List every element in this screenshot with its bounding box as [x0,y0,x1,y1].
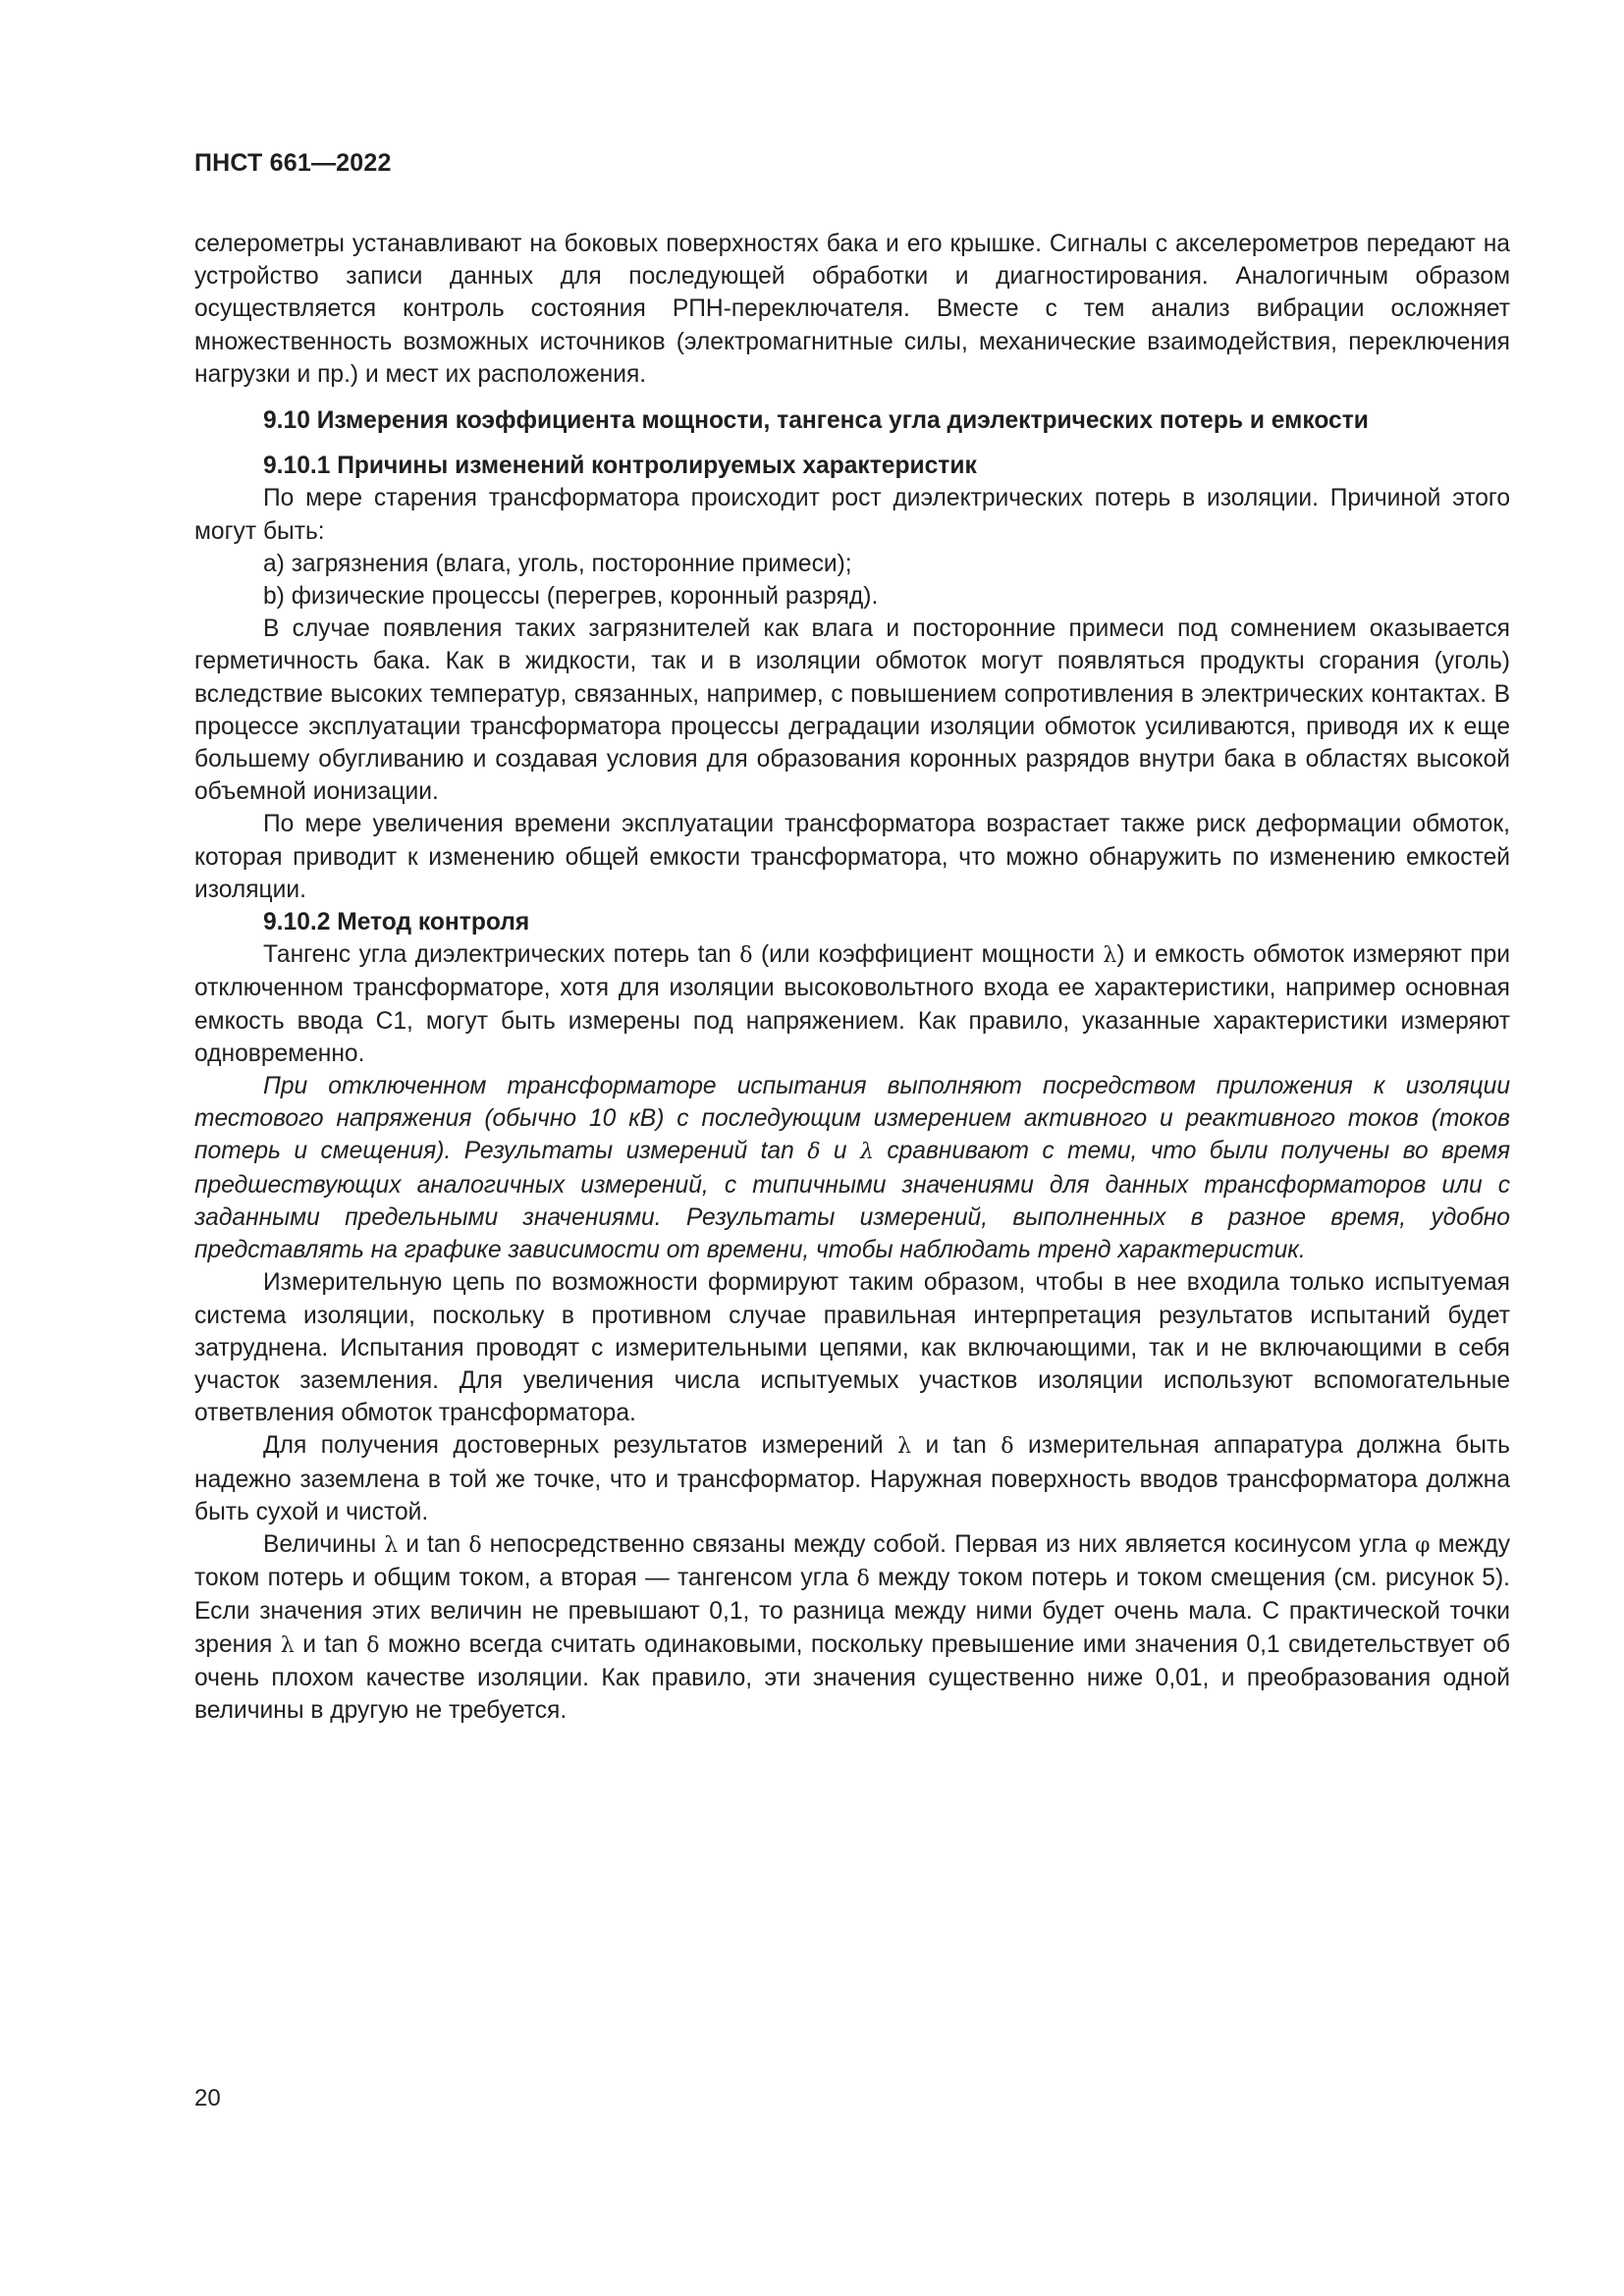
lambda-symbol: λ [280,1632,295,1658]
paragraph [194,938,1510,1070]
paragraph-continuation: селерометры устанавливают на боковых поверхностях бака и его крышке. Сигналы с акселерометров передают на устройство записи данных для последующей обработки и диагностирования. Аналогичным образом осуществляется контроль состояния РПН-переключателя. Вместе с тем анализ вибрации осложняет множественность возможных источников (электромагнитные силы, механические взаимодействия, переключения нагрузки и пр.) и мест их расположения. [194,231,1510,388]
list-item-a: a) загрязнения (влага, уголь, посторонние примеси); [263,550,852,577]
text-run: и tan [294,1630,367,1658]
section-heading-9-10: 9.10 Измерения коэффициента мощности, тангенса угла диэлектрических потерь и емкости [263,407,1369,435]
text-run: непосредственно связаны между собой. Первая из них является косинусом угла [481,1530,1416,1558]
lambda-symbol: λ [897,1434,912,1460]
delta-symbol: δ [739,943,753,969]
text-run: Величины [263,1530,385,1558]
paragraph: По мере старения трансформатора происходит рост диэлектрических потерь в изоляции. Причиной этого могут быть: [194,485,1510,545]
text-run: Тангенс угла диэлектрических потерь tan [263,941,740,969]
list-item-b: b) физические процессы (перегрев, коронный разряд). [263,583,879,611]
lambda-symbol: λ [859,1140,874,1165]
text-run: При отключенном трансформаторе испытания выполняют посредством приложения к изоляции тестового напряжения (обычно 10 кВ) с последующим измерением активного и реактивного токов (токов потерь и смещения). Результаты измерений tan [194,1073,1510,1165]
subsection-heading-9-10-2: 9.10.2 Метод контроля [263,909,530,936]
text-run: ) и емкость обмоток измеряют при отключенном трансформаторе, хотя для изоляции высоковольтного входа ее характеристики, например основная емкость ввода С1, могут быть измерены под напряжением. Как правило, указанные характеристики измеряют одновременно. [194,941,1511,1067]
text-run: и tan [398,1530,469,1558]
page-number: 20 [194,2085,221,2111]
paragraph [194,1429,1510,1528]
text-run: и tan [911,1432,1001,1460]
text-run: измерительная аппаратура должна быть надежно заземлена в той же точке, что и трансформатор. Наружная поверхность вводов трансформатора должна быть сухой и чистой. [194,1432,1510,1525]
text-run: Для получения достоверных результатов измерений [263,1432,898,1460]
delta-symbol: δ [1001,1434,1014,1460]
text-run: между током потерь и общим током, а вторая — тангенсом угла [194,1530,1511,1592]
paragraph: В случае появления таких загрязнителей как влага и посторонние примеси под сомнением оказывается герметичность бака. Как в жидкости, так и в изоляции обмоток могут появляться продукты сгорания (уголь) вследствие высоких температур, связанных, например, с повышением сопротивления в электрических контактах. В процессе эксплуатации трансформатора процессы деградации изоляции обмоток усиливаются, приводя их к еще большему обугливанию и создавая условия для образования коронных разрядов внутри бака в областях высокой объемной ионизации. [194,615,1510,806]
document-body [194,228,1510,1727]
subsection-heading-9-10-1: 9.10.1 Причины изменений контролируемых характеристик [263,453,977,480]
paragraph: Измерительную цепь по возможности формируют таким образом, чтобы в нее входила только испытуемая система изоляции, поскольку в противном случае правильная интерпретация результатов испытаний будет затруднена. Испытания проводят с измерительными цепями, как включающими, так и не включающими в себя участок заземления. Для увеличения числа испытуемых участков изоляции используют вспомогательные ответвления обмоток трансформатора. [194,1269,1510,1427]
text-run: сравнивают с теми, что были получены во время предшествующих аналогичных измерений, с типичными значениями для данных трансформаторов или с заданными предельными значениями. Результаты измерений, выполненных в разное время, удобно представлять на графике зависимости от времени, чтобы наблюдать тренд характеристик. [194,1138,1510,1264]
delta-symbol: δ [807,1140,821,1165]
delta-symbol: δ [856,1567,870,1592]
text-run: можно всегда считать одинаковыми, поскольку превышение ими значения 0,1 свидетельствует об очень плохом качестве изоляции. Как правило, эти значения существенно ниже 0,01, и преобразования одной величины в другую не требуется. [194,1630,1510,1724]
phi-symbol: φ [1415,1532,1431,1558]
lambda-symbol: λ [384,1532,399,1558]
delta-symbol: δ [366,1632,380,1658]
lambda-symbol: λ [1103,943,1117,969]
paragraph [194,1528,1510,1727]
text-run: между током потерь и током смещения (см. рисунок 5). Если значения этих величин не превышают 0,1, то разница между ними будет очень мала. С практической точки зрения [194,1565,1510,1658]
paragraph: По мере увеличения времени эксплуатации трансформатора возрастает также риск деформации обмоток, которая приводит к изменению общей емкости трансформатора, что можно обнаружить по изменению емкостей изоляции. [194,811,1510,903]
text-run: (или коэффициент мощности [752,941,1104,969]
paragraph-italic [194,1070,1510,1266]
document-code-header: ПНСТ 661—2022 [194,149,392,177]
text-run: и [820,1138,860,1165]
delta-symbol: δ [468,1532,482,1558]
